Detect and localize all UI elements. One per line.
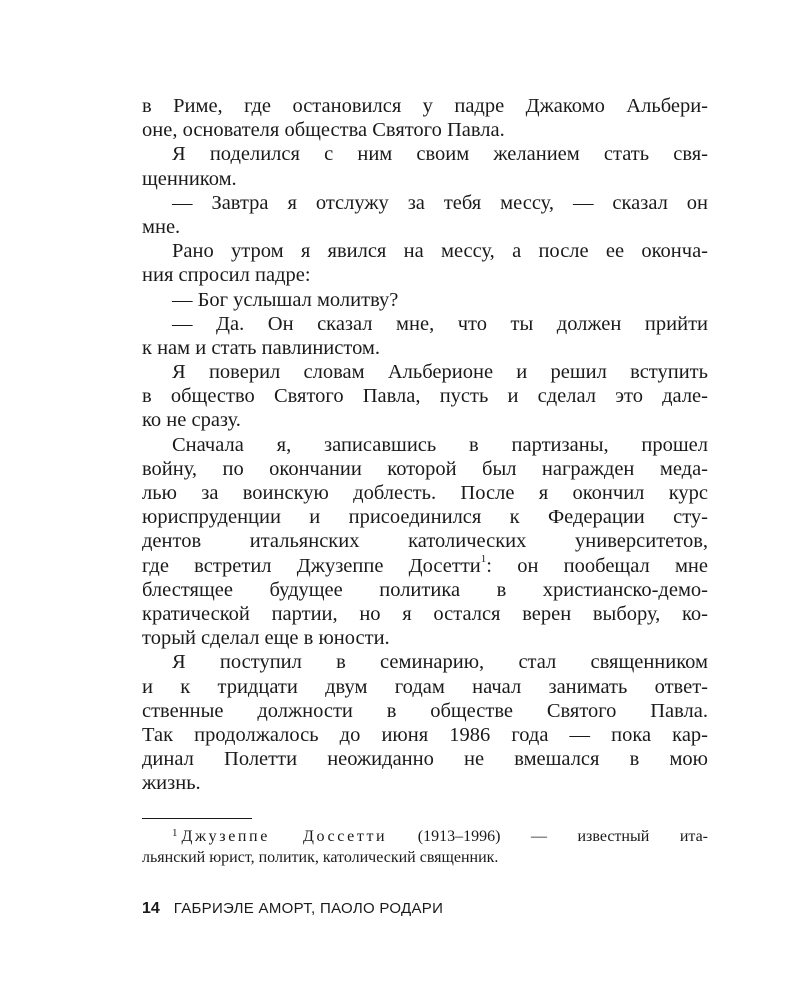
text-line: Я поступил в семинарию, стал священником <box>172 651 708 674</box>
dialogue-line: — Бог услышал молитву? <box>172 288 399 311</box>
text-line: кратической партии, но я остался верен выбору, ко- <box>142 602 708 625</box>
text-line: мне. <box>142 215 181 238</box>
page-footer <box>142 899 443 919</box>
running-title: ГАБРИЭЛЕ АМОРТ, ПАОЛО РОДАРИ <box>173 900 444 917</box>
text-line: ко не сразу. <box>142 409 241 432</box>
text-line: дентов итальянских католических университетов, <box>142 530 708 553</box>
footnote-line <box>142 826 708 847</box>
text-line: ния спросил падре: <box>142 264 311 287</box>
text-line: блестящее будущее политика в христианско-демо- <box>142 578 708 601</box>
footnote-number: 1 <box>172 827 178 839</box>
dialogue-line: — Да. Он сказал мне, что ты должен прийти <box>172 312 708 335</box>
main-text <box>142 94 708 795</box>
footnote-line: льянский юрист, политик, католический священник. <box>142 849 499 866</box>
text-line: Я поделился с ним своим желанием стать свя- <box>172 143 708 166</box>
text-fragment: : он пообещал мне <box>486 554 708 577</box>
text-line: юриспруденции и присоединился к Федерации сту- <box>142 506 708 529</box>
text-line: Так продолжалось до июня 1986 года — пока кар- <box>142 723 708 746</box>
text-fragment: где встретил Джузеппе Досетти <box>142 554 481 577</box>
text-line: торый сделал еще в юности. <box>142 627 390 650</box>
text-line: Рано утром я явился на мессу, а после ее оконча- <box>172 240 708 263</box>
text-line <box>142 554 708 578</box>
footnote-divider <box>142 818 252 819</box>
text-line: щенником. <box>142 167 237 190</box>
footnote <box>142 826 708 868</box>
text-line: в Риме, где остановился у падре Джакомо Альбери- <box>142 95 708 117</box>
text-line: ственные должности в обществе Святого Павла. <box>142 699 708 722</box>
text-line: лью за воинскую доблесть. После я окончил курс <box>142 482 708 504</box>
footnote-reference[interactable]: 1 <box>480 553 487 565</box>
text-line: и к тридцати двум годам начал занимать ответ- <box>142 675 708 698</box>
text-line: динал Полетти неожиданно не вмешался в мою <box>142 748 708 771</box>
text-line: Я поверил словам Альберионе и решил вступить <box>172 361 708 384</box>
text-line: оне, основателя общества Святого Павла. <box>142 119 505 142</box>
text-line: в общество Святого Павла, пусть и сделал это дале- <box>142 385 708 408</box>
dialogue-line: — Завтра я отслужу за тебя мессу, — сказал он <box>172 191 708 214</box>
text-line: войну, по окончании которой был награжден меда- <box>142 457 708 480</box>
footnote-text: (1913–1996) — известный ита- <box>417 828 708 845</box>
page-number: 14 <box>142 900 160 917</box>
text-line: Сначала я, записавшись в партизаны, прошел <box>172 433 708 456</box>
text-line: к нам и стать павлинистом. <box>142 336 381 359</box>
text-line: жизнь. <box>142 772 201 795</box>
footnote-name: Джузеппе Доссетти <box>181 828 388 845</box>
